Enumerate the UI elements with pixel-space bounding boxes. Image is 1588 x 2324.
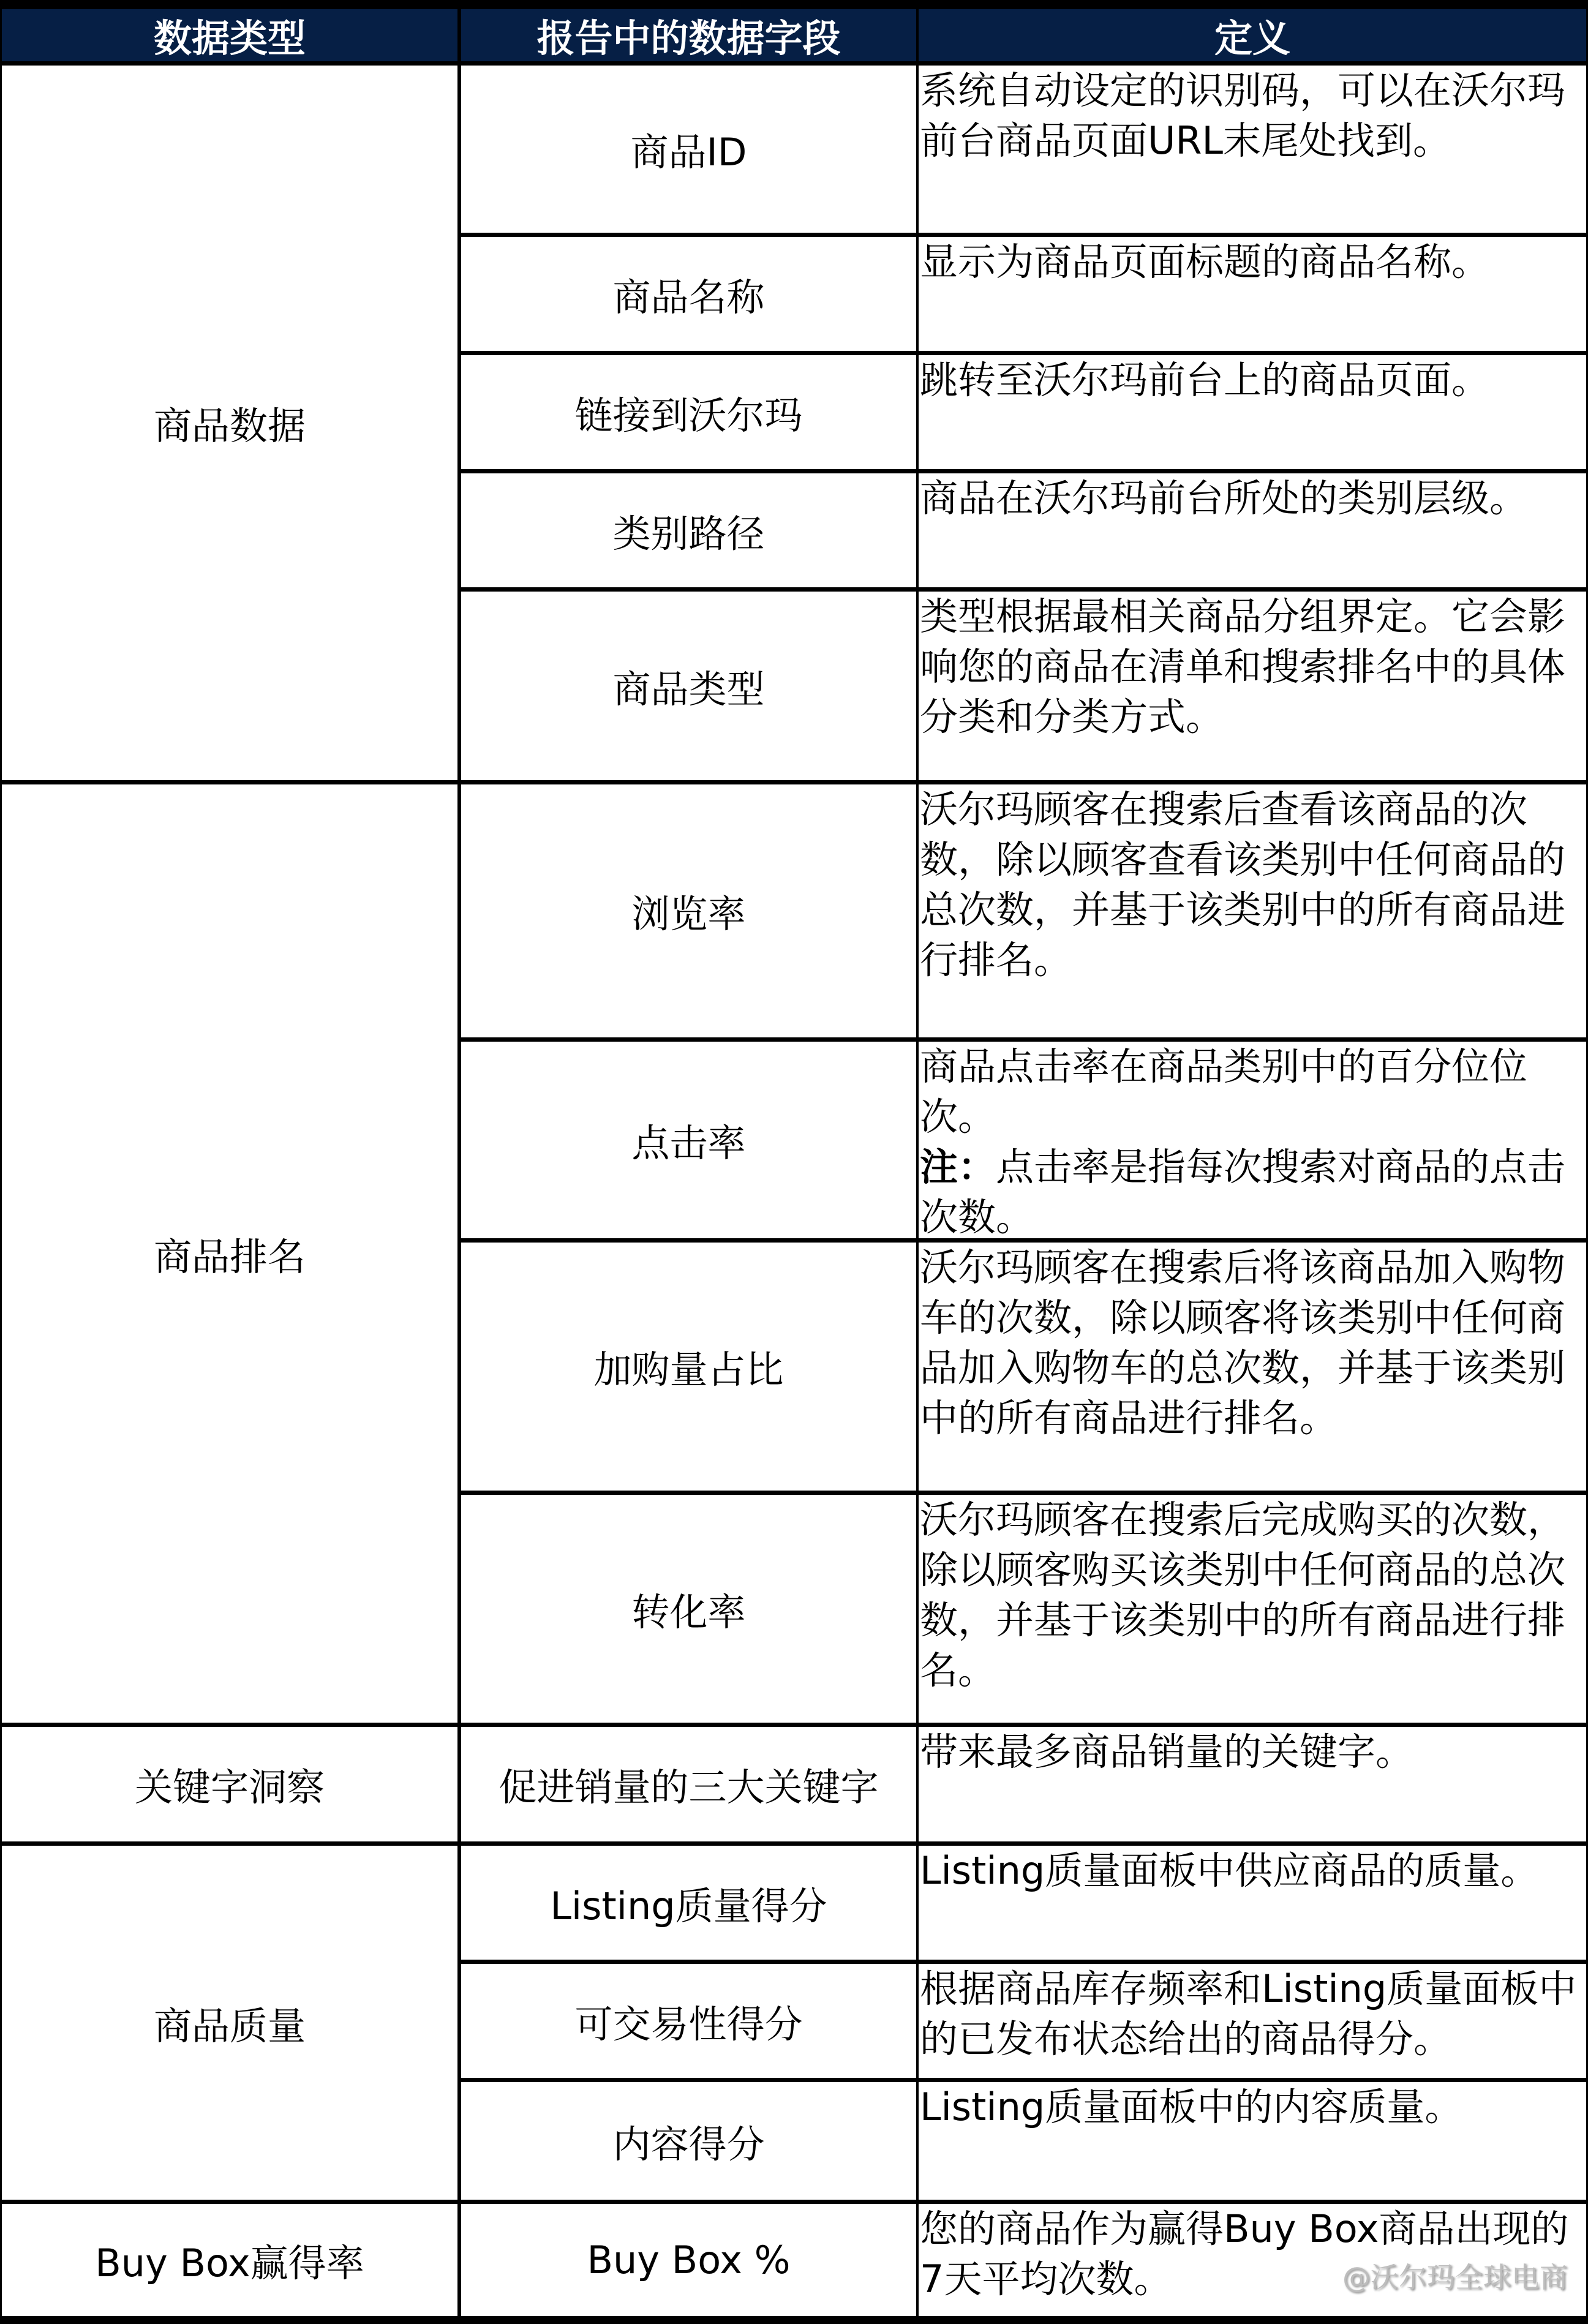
- field-label: 点击率: [631, 1121, 746, 1165]
- definition-cell: [919, 1243, 1586, 1491]
- field-cell: [461, 1964, 916, 2078]
- group-label: Buy Box赢得率: [95, 2241, 364, 2285]
- definition-text: 沃尔玛顾客在搜索后将该商品加入购物车的次数，除以顾客将该类别中任何商品加入购物车的总次数，并基于该类别中的所有商品进行排名。: [920, 1245, 1566, 1440]
- field-cell: [461, 473, 916, 587]
- definition-text: 商品在沃尔玛前台所处的类别层级。: [920, 476, 1528, 521]
- definition-cell: [919, 473, 1586, 587]
- field-label: 加购量占比: [593, 1347, 784, 1392]
- definition-cell: [919, 784, 1586, 1037]
- field-cell: [461, 1042, 916, 1238]
- definition-text: 跳转至沃尔玛前台上的商品页面。: [920, 358, 1490, 402]
- group-label: 商品排名: [153, 1234, 306, 1279]
- header-definition: [919, 9, 1586, 61]
- header-data-type: [2, 9, 457, 61]
- definition-cell: [919, 355, 1586, 469]
- group-label: 关键字洞察: [134, 1765, 325, 1810]
- header-label: 数据类型: [153, 16, 306, 61]
- field-cell: [461, 1727, 916, 1841]
- field-label: 内容得分: [612, 2121, 765, 2167]
- definition-text: 沃尔玛顾客在搜索后完成购买的次数，除以顾客购买该类别中任何商品的总次数，并基于该类别中的所有商品进行排名。: [920, 1497, 1566, 1693]
- definition-text: Listing质量面板中供应商品的质量。: [920, 1848, 1539, 1893]
- field-cell: [461, 237, 916, 351]
- definition-text: Listing质量面板中的内容质量。: [920, 2085, 1463, 2129]
- field-label: 链接到沃尔玛: [574, 393, 803, 438]
- field-cell: [461, 1846, 916, 1960]
- group-product-ranking: [2, 784, 457, 1723]
- definition-cell: [919, 1964, 1586, 2078]
- definition-cell: [919, 1846, 1586, 1960]
- group-product-quality: [2, 1846, 457, 2200]
- field-label: 商品名称: [612, 274, 765, 320]
- definition-text: 显示为商品页面标题的商品名称。: [920, 239, 1490, 284]
- field-cell: [461, 592, 916, 780]
- definition-text: 根据商品库存频率和Listing质量面板中的已发布状态给出的商品得分。: [920, 1966, 1577, 2061]
- definition-cell: [919, 1495, 1586, 1723]
- field-label: 可交易性得分: [574, 2001, 803, 2047]
- field-cell: [461, 355, 916, 469]
- group-product-data: [2, 66, 457, 780]
- field-label: 商品ID: [630, 130, 747, 175]
- header-label: 定义: [1214, 16, 1290, 61]
- note-label: 注：: [920, 1145, 996, 1189]
- definition-text: 沃尔玛顾客在搜索后查看该商品的次数，除以顾客查看该类别中任何商品的总次数，并基于该类别中的所有商品进行排名。: [920, 787, 1566, 982]
- definition-cell: [919, 592, 1586, 780]
- note-text: 点击率是指每次搜索对商品的点击次数。: [920, 1145, 1566, 1238]
- definition-text: 您的商品作为赢得Buy Box商品出现的7天平均次数。: [920, 2206, 1569, 2301]
- group-keyword-insights: [2, 1727, 457, 1841]
- definition-text: 类型根据最相关商品分组界定。它会影响您的商品在清单和搜索排名中的具体分类和分类方式。: [920, 594, 1566, 739]
- field-label: Listing质量得分: [550, 1883, 827, 1928]
- field-label: 商品类型: [612, 666, 765, 712]
- field-cell: [461, 2082, 916, 2200]
- field-cell: [461, 2204, 916, 2316]
- field-cell: [461, 1495, 916, 1723]
- definition-cell: [919, 1042, 1586, 1238]
- group-label: 商品质量: [153, 2003, 306, 2048]
- field-label: Buy Box %: [587, 2238, 791, 2282]
- group-buy-box: [2, 2204, 457, 2316]
- watermark: @沃尔玛全球电商: [1342, 2261, 1568, 2294]
- field-cell: [461, 1243, 916, 1491]
- definition-cell: [919, 66, 1586, 233]
- field-label: 类别路径: [612, 511, 765, 556]
- header-label: 报告中的数据字段: [536, 16, 841, 61]
- definition-text: 系统自动设定的识别码，可以在沃尔玛前台商品页面URL末尾处找到。: [920, 68, 1566, 163]
- definition-text: 商品点击率在商品类别中的百分位位次。: [920, 1044, 1528, 1139]
- header-field: [461, 9, 916, 61]
- field-label: 浏览率: [631, 892, 746, 936]
- group-label: 商品数据: [153, 404, 306, 448]
- field-cell: [461, 66, 916, 233]
- field-cell: [461, 784, 916, 1037]
- definition-cell: [919, 2082, 1586, 2200]
- definition-cell: [919, 2204, 1586, 2316]
- field-label: 促进销量的三大关键字: [499, 1765, 879, 1810]
- definition-text: 带来最多商品销量的关键字。: [920, 1729, 1414, 1774]
- field-label: 转化率: [631, 1589, 746, 1634]
- definition-cell: [919, 1727, 1586, 1841]
- definition-cell: [919, 237, 1586, 351]
